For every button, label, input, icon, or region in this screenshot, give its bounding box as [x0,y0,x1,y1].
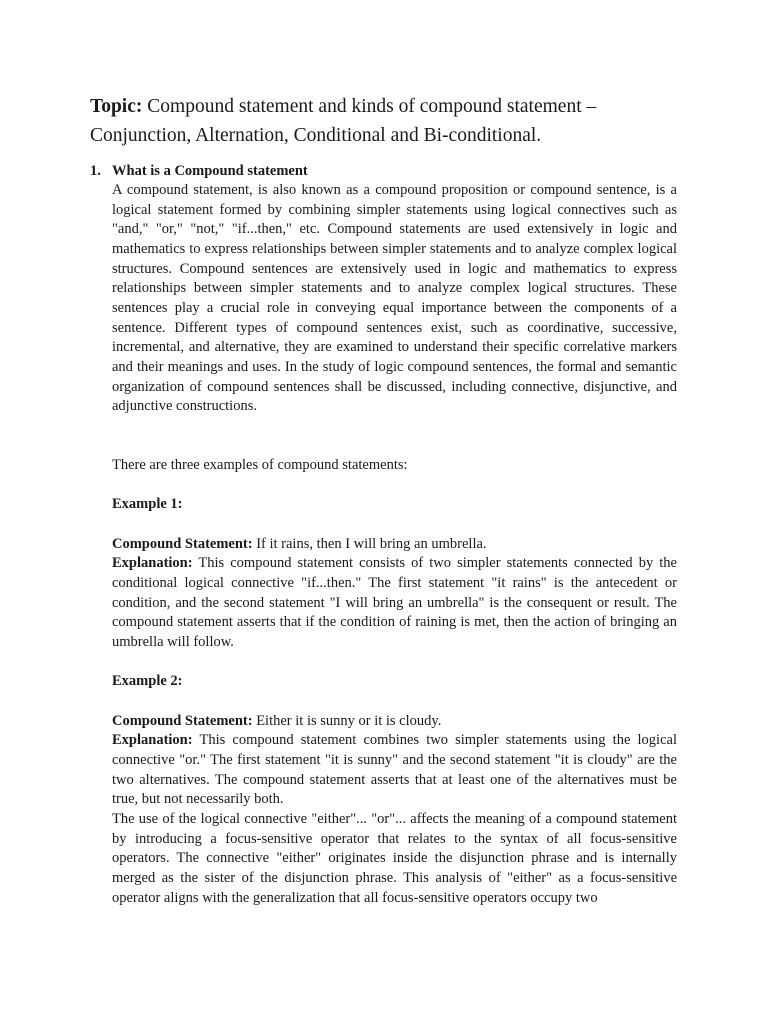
example-2-statement-label: Compound Statement: [112,712,253,729]
definition-paragraph: A compound statement, is also known as a compound proposition or compound sentence, is a logical statement formed by combining simpler statements using logical connectives such as "and," "or," "not," "if...then," etc. Compound statements are used extensively in logic and mathematics to express relationships between simpler statements and to analyze complex logical structures. Compound sentences are extensively used in logic and mathematics to express relationships between simpler statements and to analyze complex logical structures. These sentences play a crucial role in conveying equal importance between the components of a sentence. Different types of compound sentences exist, such as coordinative, successive, incremental, and alternative, they are examined to understand their specific correlative markers and their meanings and uses. In the study of logic compound sentences, the formal and semantic organization of compound sentences shall be discussed, including connective, disjunctive, and adjunctive constructions. [112,182,677,415]
topic-text: Compound statement and kinds of compound statement – Conjunction, Alternation, Conditional and Bi-conditional. [90,96,597,146]
section-number: 1. [90,163,101,179]
examples-intro: There are three examples of compound statements: [112,457,408,474]
example-2-explanation-label: Explanation: [112,732,193,749]
section-body [112,181,677,908]
example-2-followup: The use of the logical connective "either"... "or"... affects the meaning of a compound statement by introducing a focus-sensitive operator that relates to the syntax of all focus-sensitive operators. The connective "either" originates inside the disjunction phrase and is internally merged as the sister of the disjunction phrase. This analysis of "either" as a focus-sensitive operator aligns with the generalization that all focus-sensitive operators occupy two [112,810,677,906]
example-1-title: Example 1: [112,496,183,513]
example-2-explanation [112,731,677,810]
topic-heading [90,92,690,150]
example-2-title: Example 2: [112,673,183,690]
example-1-statement [112,535,677,555]
example-1-explanation-text: This compound statement consists of two simpler statements connected by the conditional logical connective "if...then." The first statement "it rains" is the antecedent or condition, and the second statement "I will bring an umbrella" is the consequent or result. The compound statement asserts that if the condition of raining is met, then the action of bringing an umbrella will follow. [112,555,677,651]
section-compound-statement [90,161,678,908]
example-1-explanation-label: Explanation: [112,555,193,572]
section-heading [90,161,678,181]
example-1-statement-label: Compound Statement: [112,535,253,552]
example-2-statement [112,712,677,732]
example-2-explanation-text: This compound statement combines two simpler statements using the logical connective "or." The first statement "it is sunny" and the second statement "it is cloudy" are the two alternatives. The compound statement asserts that at least one of the alternatives must be true, but not necessarily both. [112,732,677,808]
example-1-statement-text: If it rains, then I will bring an umbrella. [252,535,487,552]
topic-label: Topic: [90,96,143,117]
example-1-explanation [112,554,677,652]
section-title: What is a Compound statement [112,163,308,179]
example-2-statement-text: Either it is sunny or it is cloudy. [252,712,442,729]
